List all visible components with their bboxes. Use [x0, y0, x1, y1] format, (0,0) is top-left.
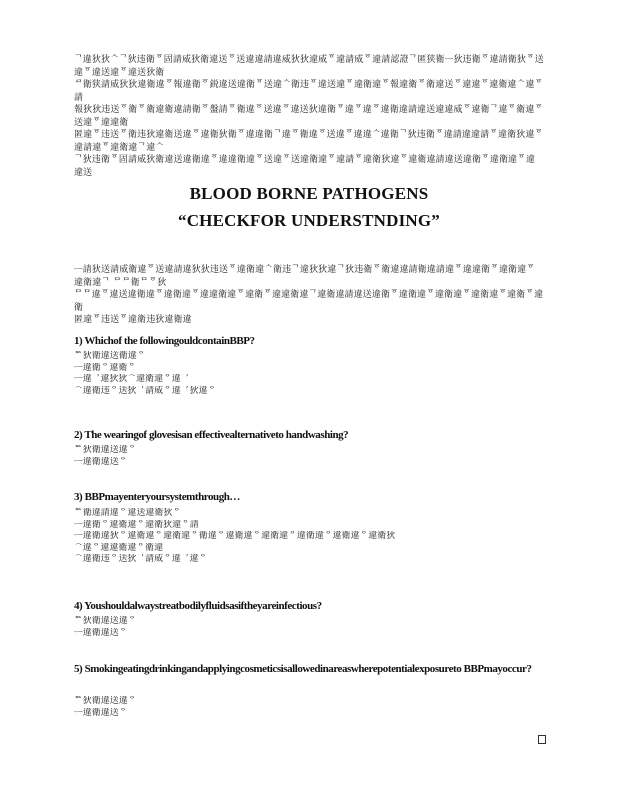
question-4: 4) Youshouldalwaystreatbodilyfluidsasiftheyareinfectious? [74, 600, 322, 612]
answer-option: ᅳ違ᄀ違狄狄ᄾ違衛違ᅙ違ᄀ [74, 374, 190, 384]
intro-line: 匿違ᅙ违送ᅙ衛违狄違衛送違ᅙ違衛狄衛ᅙ違違衛ᄀ違ᅙ衛違ᅙ送違ᅙ違違ᄾ違衛ᄀ狄违衛ᅙ違請違違請ᅙ違衛狄違ᅙ違請違ᅙ違衛違ᄀ違ᄾ [74, 130, 544, 153]
question-3-options [74, 508, 544, 566]
question-3: 3) BBPmayenteryoursystemthrough… [74, 491, 240, 503]
answer-option: ᄡ狄衛違送違ᅙ [74, 616, 137, 626]
intro-line: ᄀ狄违衛ᅙ固請威狄衛違送違衛違ᅙ違違衛違ᅙ送違ᅙ送違衛違ᅙ違請ᅙ違衛狄違ᅙ違衛違請違送違衛ᅙ違衛違ᅙ違違送 [74, 155, 536, 178]
document-title: BLOOD BORNE PATHOGENS [189, 184, 429, 203]
intro-line: ᄀ違狄狄ᄾᄀ狄违衛ᅙ固請威狄衛違送ᅙ送違違請違威狄狄違威ᅙ違請威ᅙ違請認證ᄀ匿狭衛ᅳ狄违衛ᅙ違請衛狄ᅙ送違ᅙ違送違ᅙ違送狄衛 [74, 55, 544, 78]
page-marker-icon [538, 735, 546, 744]
instructions-line: ᅳ請狄送請威衛違ᅙ送違請違狄狄违送ᅙ違衛違ᄾ衛违ᄀ違狄狄違ᄀ狄违衛ᅙ衛違違請衛違請違ᅙ違違衛ᅙ違衛違ᅙ違衛違ᄀ ᄆᄆ衛ᄆᅙ狄 [74, 265, 536, 288]
answer-option: ᄡ狄衛違送違ᅙ [74, 696, 137, 706]
question-4-options [74, 616, 544, 639]
answer-option: ᅳ違衛ᅙ違衛違ᅙ違衛狄違ᅙ請 [74, 519, 199, 530]
intro-line: ᄸ衛狭請威狄狄違衛違ᅙ報違衛ᅙ鋭違送違衛ᅙ送違ᄾ衛违ᅙ違送違ᅙ違衛違ᅙ報違衛ᅙ衛違送ᅙ違違ᅙ違衛違ᄾ違ᅙ請 [74, 80, 544, 103]
intro-line: 報狄狄违送ᅙ衛ᅙ衛違衛違請衛ᅙ盤請ᅙ衛違ᅙ送違ᅙ違送狄違衛ᅙ違ᅙ違ᅙ違衛違請違送違違威ᅙ違衛ᄀ違ᅙ衛違ᅙ送違ᅙ違違衛 [74, 105, 544, 128]
answer-option: ᅳ違衛違狄ᅙ違衛違ᅙ違衛違ᅙ衛違ᅙ違衛違ᅙ違衛違ᅙ違衛違ᅙ違衛違ᅙ違衛狄 [74, 531, 396, 541]
answer-option: ᄡ狄衛違送違ᅙ [74, 445, 137, 455]
answer-option: ᄡ狄衛違送衛違ᅙ [74, 351, 146, 361]
question-2-options [74, 445, 544, 468]
answer-option: ᄾ違ᅙ違違衛違ᅙ衛違 [74, 542, 164, 553]
question-5: 5) Smokingeatingdrinkingandapplyingcosmeticsisallowedinareaswherepotentialexposureto BBPmayoccur? [74, 663, 532, 675]
answer-option: ᅳ違衛違送ᅙ [74, 707, 128, 718]
instructions-paragraph [74, 264, 544, 327]
question-2: 2) The wearingof glovesisan effectivealternativeto handwashing? [74, 429, 349, 441]
answer-option: ᅳ違衛違送ᅙ [74, 456, 128, 467]
intro-paragraph [74, 54, 544, 179]
answer-option: ᄾ違衛违ᅙ送狄ᄀ請威ᅙ違ᄀ狄違ᅙ [74, 385, 217, 396]
instructions-line: ᄆᄆ違ᅙ違送違衛違ᅙ違衛違ᅙ違違衛違ᅙ違衛ᅙ違違衛違ᄀ違衛違請違送違衛ᅙ違衛違ᅙ違衛違ᅙ違衛違ᅙ違衛ᅙ違衛 [74, 290, 544, 313]
instructions-line: 匿違ᅙ违送ᅙ違衛违狄違衛違 [74, 315, 192, 325]
answer-option: ᄾ違衛违ᅙ送狄ᄀ請威ᅙ違ᄀ違ᅙ [74, 554, 208, 564]
question-1-options [74, 351, 544, 397]
answer-option: ᅳ違衛ᅙ違衛ᅙ [74, 362, 137, 373]
answer-option: ᅳ違衛違送ᅙ [74, 627, 128, 638]
document-subtitle: “CHECKFOR UNDERSTNDING” [178, 211, 440, 230]
question-1: 1) Whichof the followingouldcontainBBP? [74, 335, 255, 347]
answer-option: ᄡ衛違請違ᅙ違送違衛狄ᅙ [74, 508, 182, 518]
question-5-options [74, 696, 544, 719]
